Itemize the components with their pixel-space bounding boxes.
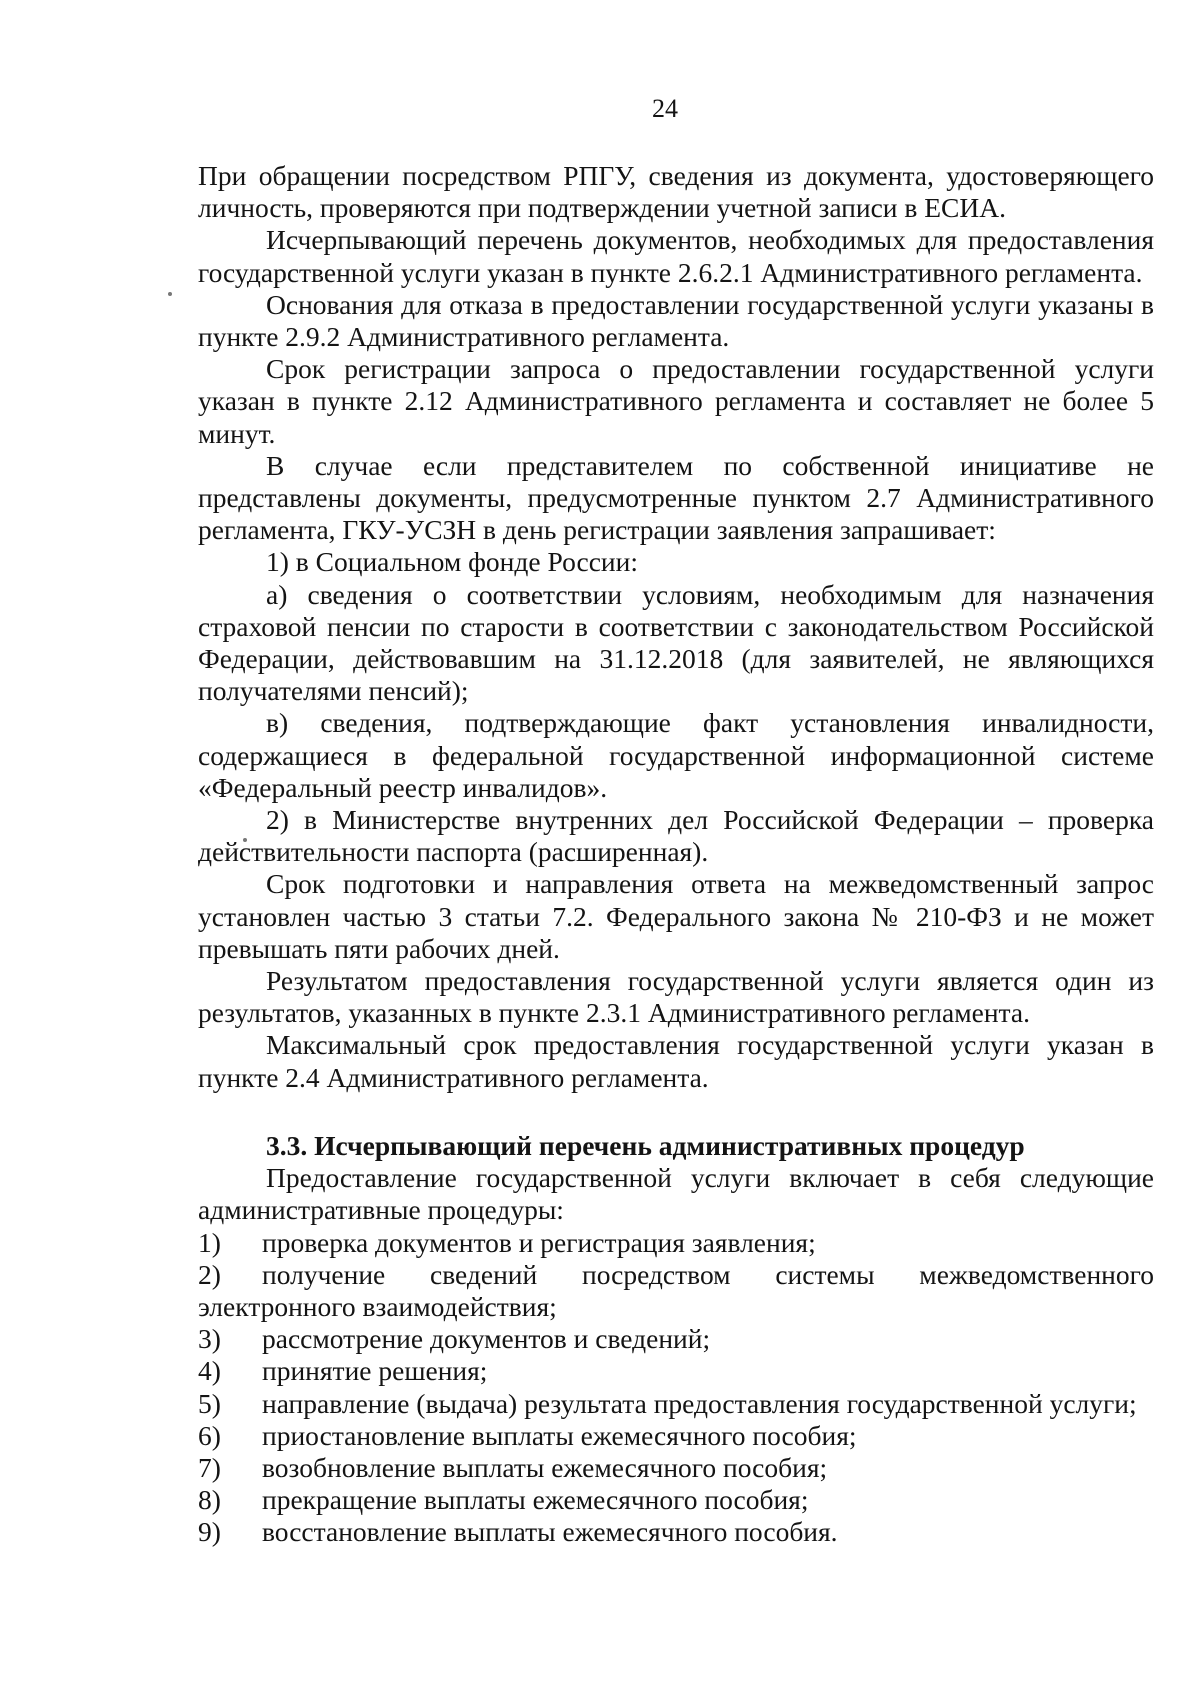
- paragraph: а) сведения о соответствии условиям, необходимым для назначения страховой пенсии по старости в соответствии с законодательством Российской Федерации, действовавшим на 31.12.2018 (для заявителей, не являющихся получателями пенсий);: [198, 578, 1154, 707]
- section-intro: Предоставление государственной услуги включает в себя следующие административные процедуры:: [198, 1162, 1154, 1226]
- paragraph: Результатом предоставления государственной услуги является один из результатов, указанных в пункте 2.3.1 Административного регламента.: [198, 965, 1154, 1029]
- list-item: [198, 1259, 1154, 1323]
- list-item-text: принятие решения;: [262, 1355, 488, 1387]
- list-item-number: 3): [198, 1323, 221, 1355]
- paragraph: в) сведения, подтверждающие факт установления инвалидности, содержащиеся в федеральной государственной информационной системе «Федеральный реестр инвалидов».: [198, 707, 1154, 803]
- list-item: [198, 1355, 1154, 1387]
- list-item-number: 1): [198, 1226, 221, 1258]
- paragraph: При обращении посредством РПГУ, сведения из документа, удостоверяющего личность, проверяются при подтверждении учетной записи в ЕСИА.: [198, 160, 1154, 224]
- list-item: [198, 1420, 1154, 1452]
- list-item-text: направление (выдача) результата предоставления государственной услуги;: [262, 1387, 1137, 1419]
- list-item-text: возобновление выплаты ежемесячного пособия;: [262, 1451, 828, 1483]
- list-item-number: 6): [198, 1419, 221, 1451]
- list-item-number: 7): [198, 1451, 221, 1483]
- paragraph: Основания для отказа в предоставлении государственной услуги указаны в пункте 2.9.2 Административного регламента.: [198, 288, 1154, 353]
- paragraph: 1) в Социальном фонде России:: [266, 546, 638, 578]
- list-item-number: 8): [198, 1484, 221, 1516]
- list-item: [198, 1516, 1154, 1548]
- list-item-number: 9): [198, 1516, 221, 1548]
- list-item-number: 5): [198, 1387, 221, 1419]
- paragraph: Срок подготовки и направления ответа на межведомственный запрос установлен частью 3 статьи 7.2. Федерального закона № 210-ФЗ и не может превышать пяти рабочих дней.: [198, 868, 1154, 964]
- list-item: [198, 1484, 1154, 1516]
- procedure-list: [198, 1227, 1154, 1549]
- list-item-number: 4): [198, 1355, 221, 1387]
- list-item: [198, 1452, 1154, 1484]
- list-item: [198, 1227, 1154, 1259]
- paragraph: В случае если представителем по собственной инициативе не представлены документы, предусмотренные пунктом 2.7 Административного регламента, ГКУ-УСЗН в день регистрации заявления запрашивает:: [198, 449, 1154, 546]
- document-body: [198, 160, 1154, 1549]
- paragraph: Исчерпывающий перечень документов, необходимых для предоставления государственной услуги указан в пункте 2.6.2.1 Административного регламента.: [198, 224, 1154, 288]
- list-item-number: 2): [198, 1258, 221, 1290]
- list-item-text: рассмотрение документов и сведений;: [262, 1323, 711, 1355]
- list-item-text: приостановление выплаты ежемесячного пособия;: [262, 1419, 857, 1451]
- paragraph: Срок регистрации запроса о предоставлении государственной услуги указан в пункте 2.12 Административного регламента и составляет не более 5 минут.: [198, 353, 1154, 449]
- page-number: 24: [652, 94, 678, 123]
- list-item: [198, 1323, 1154, 1355]
- paragraph: Максимальный срок предоставления государственной услуги указан в пункте 2.4 Административного регламента.: [198, 1029, 1154, 1093]
- section-heading: 3.3. Исчерпывающий перечень административных процедур: [266, 1129, 1025, 1161]
- list-item-text: проверка документов и регистрация заявления;: [262, 1226, 816, 1258]
- list-item-text: восстановление выплаты ежемесячного пособия.: [262, 1516, 838, 1548]
- paragraph: 2) в Министерстве внутренних дел Российской Федерации – проверка действительности паспорта (расширенная).: [198, 804, 1154, 868]
- list-item-text: прекращение выплаты ежемесячного пособия;: [262, 1484, 809, 1516]
- list-item: [198, 1388, 1154, 1420]
- scan-speck: [168, 292, 172, 296]
- list-item-text: получение сведений посредством системы межведомственного электронного взаимодействия;: [198, 1258, 1154, 1322]
